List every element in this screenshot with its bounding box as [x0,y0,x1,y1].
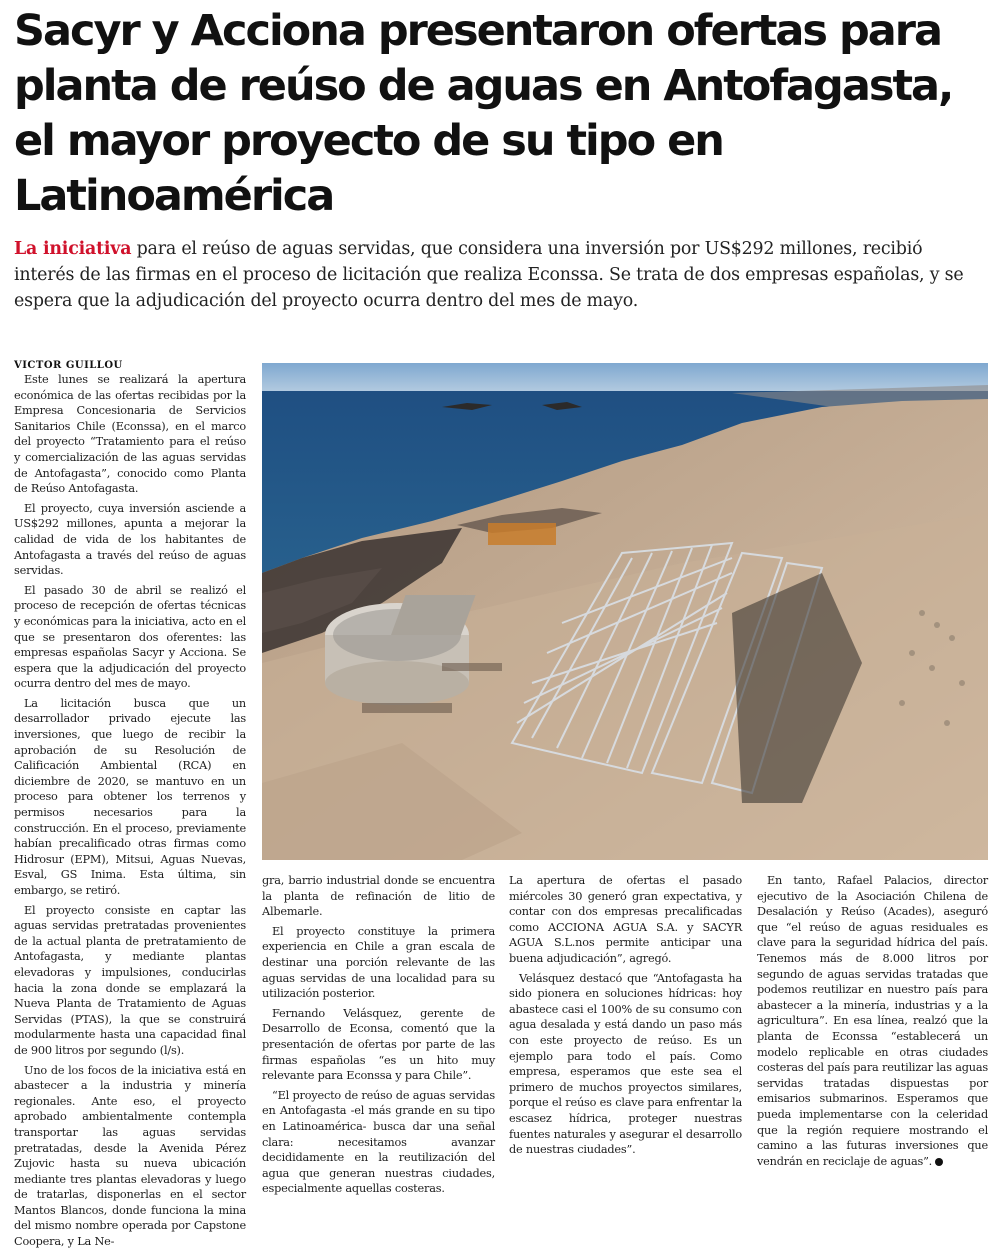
deck-text: para el reúso de aguas servidas, que considera una inversión por US$292 millones, recibió interés de las firmas en el proceso de licitación que realiza Econssa. Se trata de dos empresas españolas, y se espera que la adjudicación del proyecto ocurra dentro del mes de mayo. [14,239,964,311]
deck [14,236,986,314]
end-mark-icon [935,1158,943,1166]
paragraph: Fernando Velásquez, gerente de Desarrollo de Econsa, comentó que la presentación de ofertas por parte de las firmas españolas “es un hito muy relevante para Econssa y para Chile”. [262,1006,495,1083]
paragraph: gra, barrio industrial donde se encuentra la planta de refinación de litio de Albemarle. [262,874,495,919]
paragraph: Velásquez destacó que “Antofagasta ha sido pionera en soluciones hídricas: hoy abastece casi el 100% de su consumo con agua desalada y está dando un paso más con este proyecto de reúso. Es un ejemplo para todo el país. Como empresa, esperamos que este sea el primero de muchos proyectos similares, porque el reúso es clave para enfrentar la escasez hídrica, proteger nuestras fuentes naturales y asegurar el desarrollo de nuestras ciudades”. [509,971,742,1157]
aerial-plant-photo [262,363,988,860]
paragraph: Este lunes se realizará la apertura económica de las ofertas recibidas por la Empresa Concesionaria de Servicios Sanitarios Chile (Econssa), en el marco del proyecto “Tratamiento para el reúso y comercialización de las aguas servidas de Antofagasta”, conocido como Planta de Reúso Antofagasta. [14,373,246,496]
paragraph: Uno de los focos de la iniciativa está en abastecer a la industria y minería regionales. Ante eso, el proyecto aprobado ambientalmente contempla transportar las aguas servidas pretratadas, desde la Avenida Pérez Zujovic hasta su nueva ubicación mediante tres plantas elevadoras y luego de tratarlas, disponerlas en el sector Mantos Blancos, donde funciona la mina del mismo nombre operada por Capstone Coopera, y La Ne- [14,1063,246,1249]
column-4 [757,873,988,1173]
byline: VICTOR GUILLOU [14,360,123,371]
paragraph: La licitación busca que un desarrollador privado ejecute las inversiones, que luego de recibir la aprobación de su Resolución de Calificación Ambiental (RCA) en diciembre de 2020, se mantuvo en un proceso para obtener los terrenos y permisos necesarios para la construcción. En el proceso, previamente habían precalificado otras firmas como Hidrosur (EPM), Mitsui, Aguas Nuevas, Esval, GS Inima. Esta última, sin embargo, se retiró. [14,696,246,897]
paragraph [757,873,988,1169]
column-1 [14,372,246,1254]
paragraph: “El proyecto de reúso de aguas servidas en Antofagasta -el más grande en su tipo en Latinoamérica- busca dar una señal clara: necesitamos avanzar decididamente en la reutilización del agua que generan nuestras ciudades, especialmente aquellas costeras. [262,1088,495,1196]
photo-illustration [262,363,988,860]
paragraph: El pasado 30 de abril se realizó el proceso de recepción de ofertas técnicas y económicas para la iniciativa, acto en el que se presentaron dos oferentes: las empresas españolas Sacyr y Acciona. Se espera que la adjudicación del proyecto ocurra dentro del mes de mayo. [14,583,246,691]
paragraph: El proyecto, cuya inversión asciende a US$292 millones, apunta a mejorar la calidad de vida de los habitantes de Antofagasta a través del reúso de aguas servidas. [14,501,246,578]
paragraph: La apertura de ofertas el pasado miércoles 30 generó gran expectativa, y contar con dos empresas precalificadas como ACCIONA AGUA S.A. y SACYR AGUA S.L.nos permite anticipar una buena adjudicación”, agregó. [509,874,742,965]
deck-lead: La iniciativa [14,239,132,259]
column-2 [262,873,495,1201]
column-3 [509,873,742,1162]
paragraph: El proyecto constituye la primera experiencia en Chile a gran escala de destinar una porción relevante de las aguas servidas de una localidad para su utilización posterior. [262,924,495,1001]
headline: Sacyr y Acciona presentaron ofertas para planta de reúso de aguas en Antofagasta, el mayor proyecto de su tipo en Latinoamérica [14,6,953,221]
paragraph: El proyecto consiste en captar las aguas servidas pretratadas provenientes de la actual planta de pretratamiento de Antofagasta, y mediante plantas elevadoras y impulsiones, conducirlas hacia la zona donde se emplazará la Nueva Planta de Tratamiento de Aguas Servidas (PTAS), la que se construirá modularmente hasta una capacidad final de 900 litros por segundo (l/s). [14,903,246,1057]
paragraph-text: En tanto, Rafael Palacios, director ejecutivo de la Asociación Chilena de Desalación y Reúso (Acades), aseguró que “el reúso de aguas residuales es clave para la seguridad hídrica del país. Tenemos más de 8.000 litros por segundo de aguas servidas tratadas que podemos reutilizar en nuestro país para abastecer a la minería, industrias y a la agricultura”. En esa línea, realzó que la planta de Econssa “establecerá un modelo replicable en otras ciudades costeras del país para reutilizar las aguas servidas tratadas dispuestas por emisarios submarinos. Esperamos que pueda implementarse con la celeridad que la región requiere mostrando el camino a las futuras inversiones que vendrán en reciclaje de aguas”. [757,874,988,1168]
